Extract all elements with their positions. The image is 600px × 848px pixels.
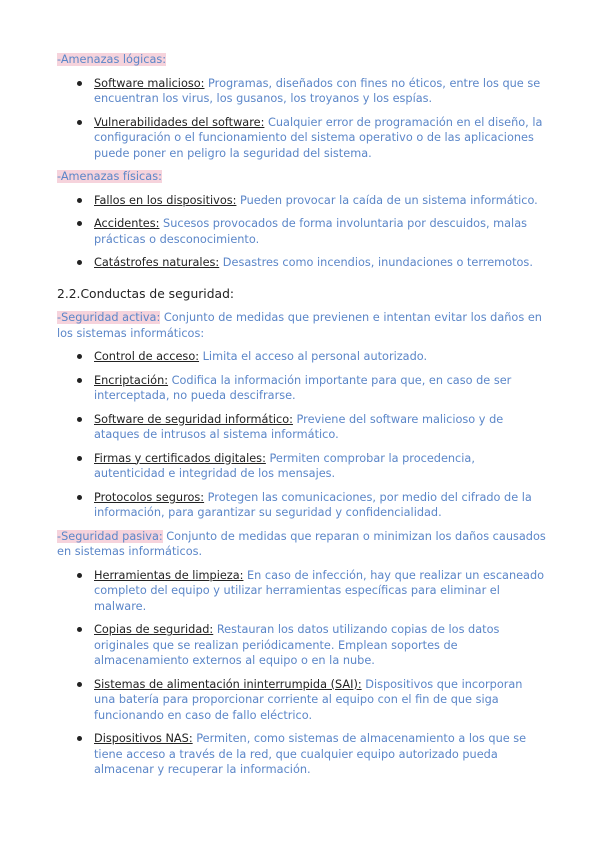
term: Encriptación: xyxy=(94,373,169,387)
bullet-icon xyxy=(77,736,82,741)
list-item xyxy=(57,731,547,778)
bullet-icon xyxy=(77,456,82,461)
list-item xyxy=(57,622,547,669)
term: Vulnerabilidades del software: xyxy=(94,115,265,129)
definition: Programas, diseñados con fines no éticos, entre los que se encuentran los virus, los gusanos, los troyanos y los espías. xyxy=(94,76,541,105)
definition: Protegen las comunicaciones, por medio del cifrado de la información, para garantizar su seguridad y confidencialidad. xyxy=(94,490,532,519)
logical-threats-heading: -Amenazas lógicas: xyxy=(57,53,167,66)
term: Firmas y certificados digitales: xyxy=(94,451,266,465)
list-item xyxy=(57,373,547,404)
bullet-icon xyxy=(77,120,82,125)
term: Software de seguridad informático: xyxy=(94,412,293,426)
definition: Sucesos provocados de forma involuntaria por descuidos, malas prácticas o desconocimiento. xyxy=(94,217,528,246)
logical-threats-list xyxy=(57,76,547,162)
list-item xyxy=(57,349,547,365)
bullet-icon xyxy=(77,417,82,422)
bullet-icon xyxy=(77,221,82,226)
definition: Cualquier error de programación en el diseño, la configuración o el funcionamiento del sistema operativo o de las aplicaciones puede poner en peligro la seguridad del sistema. xyxy=(94,115,543,160)
term: Control de acceso: xyxy=(94,350,200,363)
term: Sistemas de alimentación ininterrumpida (SAI): xyxy=(94,677,362,691)
term: Copias de seguridad: xyxy=(94,623,214,636)
passive-security-intro: -Seguridad pasiva: Conjunto de medidas que reparan o minimizan los daños causados en sistemas informáticos. xyxy=(57,529,546,558)
definition: Permiten comprobar la procedencia, autenticidad e integridad de los mensajes. xyxy=(94,451,475,480)
physical-threats-list xyxy=(57,193,547,271)
list-item xyxy=(57,216,547,247)
list-item xyxy=(57,677,547,724)
bullet-icon xyxy=(77,81,82,86)
definition: En caso de infección, hay que realizar un escaneado completo del equipo y utilizar herramientas específicas para eliminar el malware. xyxy=(94,568,545,613)
bullet-icon xyxy=(77,354,82,359)
list-item xyxy=(57,568,547,615)
definition: Dispositivos que incorporan una batería para proporcionar corriente al equipo con el fin de que siga funcionando en caso de fallo eléctrico. xyxy=(94,677,523,722)
definition: Pueden provocar la caída de un sistema informático. xyxy=(236,193,538,207)
list-item xyxy=(57,76,547,107)
bullet-icon xyxy=(77,260,82,265)
bullet-icon xyxy=(77,495,82,500)
list-item xyxy=(57,193,547,209)
definition: Desastres como incendios, inundaciones o terremotos. xyxy=(219,256,533,269)
list-item xyxy=(57,412,547,443)
physical-threats-heading: -Amenazas físicas: xyxy=(57,170,162,183)
term: Dispositivos NAS: xyxy=(94,732,193,745)
section-title: 2.2.Conductas de seguridad: xyxy=(57,286,235,301)
bullet-icon xyxy=(77,573,82,578)
list-item xyxy=(57,451,547,482)
list-item xyxy=(57,490,547,521)
term: Herramientas de limpieza: xyxy=(94,568,244,582)
active-security-list xyxy=(57,349,547,521)
active-security-intro: -Seguridad activa: Conjunto de medidas que previenen e intentan evitar los daños en los sistemas informáticos: xyxy=(57,311,542,340)
document-page xyxy=(57,52,547,778)
definition: Permiten, como sistemas de almacenamiento a los que se tiene acceso a través de la red, que cualquier equipo autorizado pueda almacenar y recuperar la información. xyxy=(94,732,527,776)
bullet-icon xyxy=(77,627,82,632)
term: Fallos en los dispositivos: xyxy=(94,193,237,207)
bullet-icon xyxy=(77,198,82,203)
term: Accidentes: xyxy=(94,217,160,230)
definition: Previene del software malicioso y de ataques de intrusos al sistema informático. xyxy=(94,412,504,441)
definition: Codifica la información importante para que, en caso de ser interceptada, no pueda descifrarse. xyxy=(94,373,512,402)
term: Protocolos seguros: xyxy=(94,490,205,504)
passive-security-list xyxy=(57,568,547,778)
term: Software malicioso: xyxy=(94,76,205,90)
bullet-icon xyxy=(77,378,82,383)
list-item xyxy=(57,115,547,162)
definition: Restauran los datos utilizando copias de los datos originales que se realizan periódicamente. Emplean soportes de almacenamiento externos al equipo o en la nube. xyxy=(94,623,500,667)
definition: Limita el acceso al personal autorizado. xyxy=(199,350,428,363)
list-item xyxy=(57,255,547,271)
term: Catástrofes naturales: xyxy=(94,256,220,269)
bullet-icon xyxy=(77,682,82,687)
